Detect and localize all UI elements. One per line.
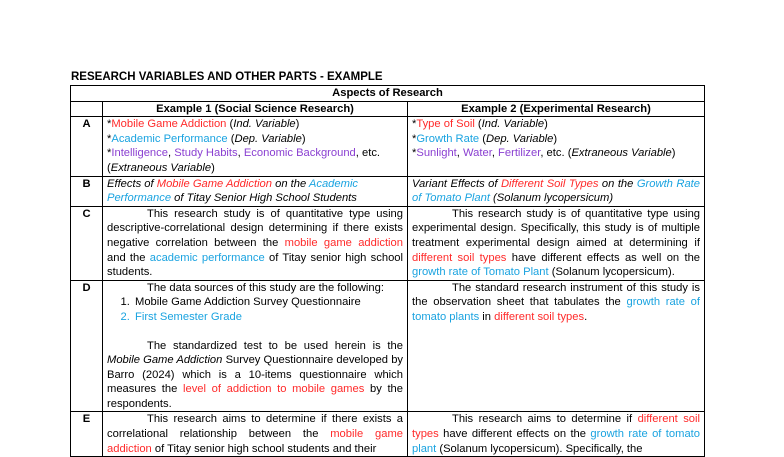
data-sources-list	[107, 295, 403, 324]
row-c-example2: This research study is of quantitative type using experimental design. Specifically, this study is of multiple treatment experimental design aimed at determining if different soil types have different effects as well on the growth rate of Tomato Plant (Solanum lycopersicum).	[408, 206, 705, 280]
row-a-example1: *Mobile Game Addiction (Ind. Variable) *Academic Performance (Dep. Variable) *Intelligence, Study Habits, Economic Background, etc. (Extraneous Variable)	[103, 117, 408, 176]
table-row-c	[71, 206, 705, 280]
row-b-example2: Variant Effects of Different Soil Types on the Growth Rate of Tomato Plant (Solanum lycopersicum)	[408, 176, 705, 206]
row-d-example1: The data sources of this study are the following: 1. Mobile Game Addiction Survey Questionnaire 2. First Semester Grade The standardized test to be used herein is the Mobile Game Addiction Survey Questionnaire developed by Barro (2024) which is a 10-items questionnaire which measures the level of addiction to mobile games by the respondents.	[103, 280, 408, 412]
dependent-variable: Growth Rate	[416, 132, 480, 145]
row-letter: E	[71, 412, 103, 457]
independent-variable: Mobile Game Addiction	[111, 118, 227, 131]
extraneous-variable: Economic Background	[243, 147, 356, 160]
list-item: 1. Mobile Game Addiction Survey Questionnaire	[133, 295, 403, 310]
list-item: 2. First Semester Grade	[133, 310, 403, 325]
variable-type: Ind. Variable	[233, 118, 296, 131]
variable-type: Extraneous Variable	[571, 147, 672, 160]
table-row-a	[71, 117, 705, 176]
extraneous-variable: Sunlight	[416, 147, 457, 160]
variable-type: Dep. Variable	[234, 132, 302, 145]
empty-header-cell	[71, 101, 103, 117]
variable-type: Ind. Variable	[481, 118, 545, 131]
row-d-example2: The standard research instrument of this study is the observation sheet that tabulates the growth rate of tomato plants in different soil types.	[408, 280, 705, 412]
table-row-b	[71, 176, 705, 206]
row-e-example1: This research aims to determine if there exists a correlational relationship between the mobile game addiction of Titay senior high school students and their	[103, 412, 408, 457]
row-a-example2: *Type of Soil (Ind. Variable) *Growth Rate (Dep. Variable) *Sunlight, Water, Fertilizer, etc. (Extraneous Variable)	[408, 117, 705, 176]
table-row-e	[71, 412, 705, 457]
row-letter: C	[71, 206, 103, 280]
research-table	[70, 85, 705, 457]
aspects-header: Aspects of Research	[71, 86, 705, 102]
extraneous-variable: Water	[463, 147, 492, 160]
document-title: RESEARCH VARIABLES AND OTHER PARTS - EXAMPLE	[71, 71, 383, 83]
variable-type: Extraneous Variable	[110, 161, 212, 174]
example1-header: Example 1 (Social Science Research)	[103, 101, 408, 117]
etc-text: etc.	[546, 147, 565, 160]
header-row-examples	[71, 101, 705, 117]
independent-variable: Type of Soil	[416, 118, 475, 131]
table-row-d	[71, 280, 705, 412]
row-c-example1: This research study is of quantitative type using descriptive-correlational design determining if there exists negative correlation between the mobile game addiction and the academic performance of Titay senior high school students.	[103, 206, 408, 280]
extraneous-variable: Study Habits	[174, 147, 238, 160]
row-b-example1: Effects of Mobile Game Addiction on the Academic Performance of Titay Senior High School Students	[103, 176, 408, 206]
variable-type: Dep. Variable	[486, 132, 554, 145]
row-letter: B	[71, 176, 103, 206]
etc-text: etc.	[362, 147, 381, 160]
extraneous-variable: Fertilizer	[498, 147, 541, 160]
example2-header: Example 2 (Experimental Research)	[408, 101, 705, 117]
row-letter: A	[71, 117, 103, 176]
row-letter: D	[71, 280, 103, 412]
header-row-aspects	[71, 86, 705, 102]
dependent-variable: Academic Performance	[111, 132, 228, 145]
row-e-example2: This research aims to determine if different soil types have different effects on the growth rate of tomato plant (Solanum lycopersicum). Specifically, the	[408, 412, 705, 457]
extraneous-variable: Intelligence	[111, 147, 168, 160]
